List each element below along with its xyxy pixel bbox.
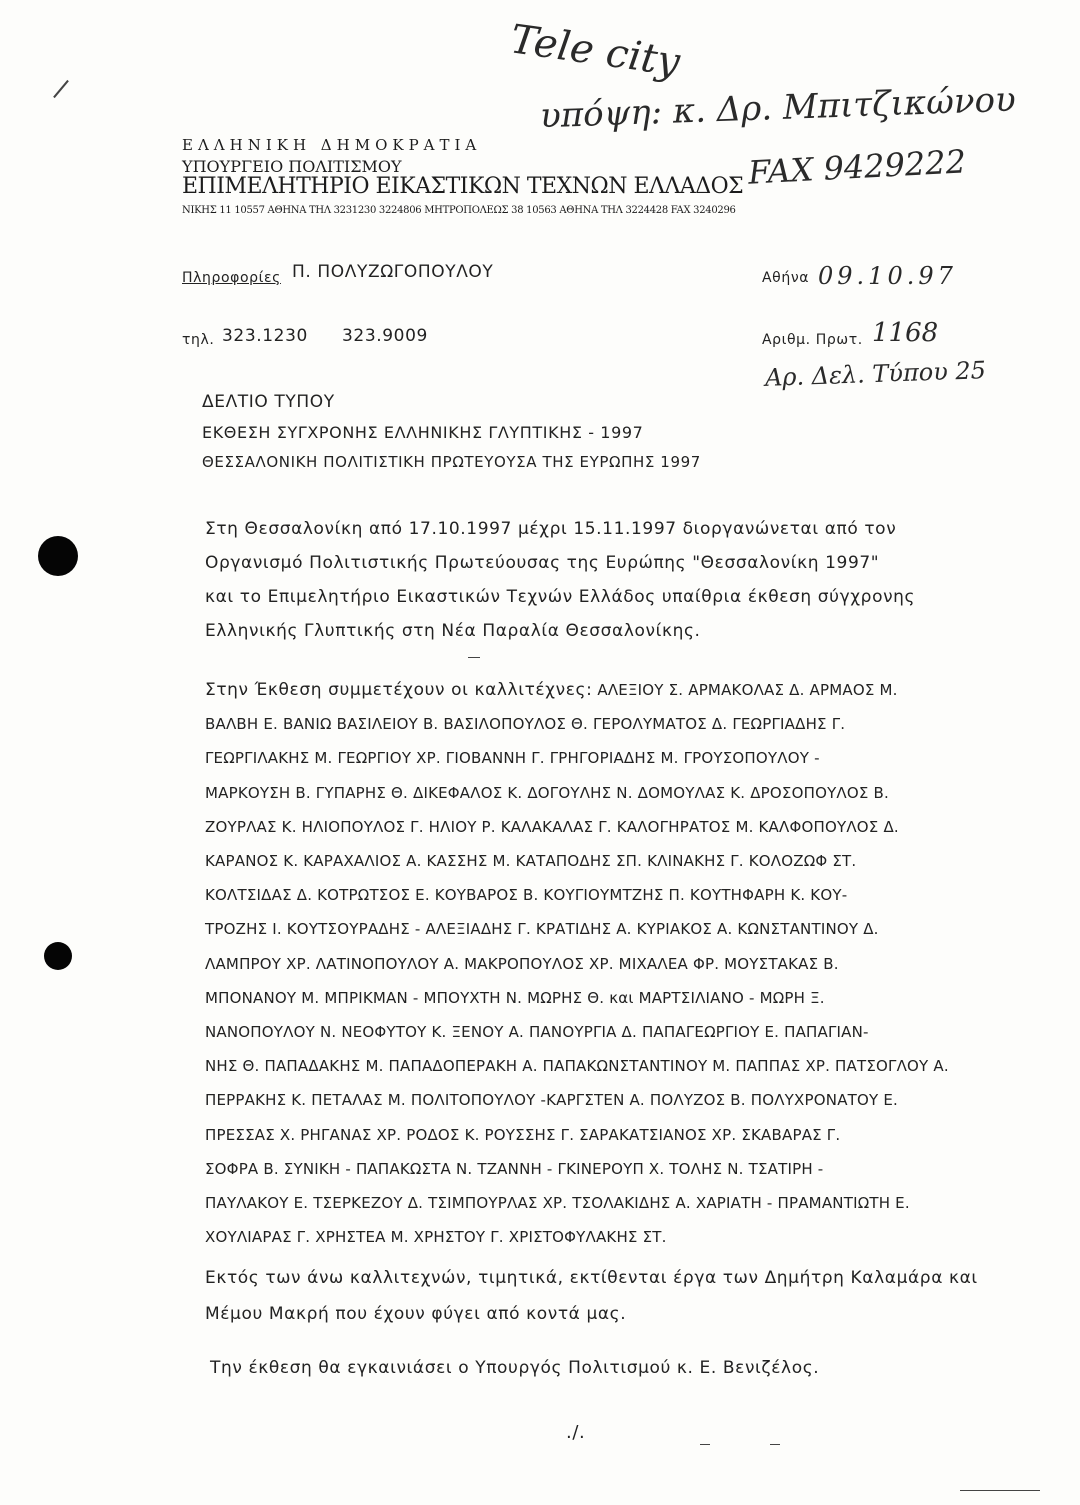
letterhead-ministry: ΥΠΟΥΡΓΕΙΟ ΠΟΛΙΤΙΣΜΟΥ — [182, 157, 402, 176]
punch-hole-bottom — [44, 942, 72, 970]
scan-mark — [700, 1444, 710, 1445]
letterhead-country: ΕΛΛΗΝΙΚΗ ΔΗΜΟΚΡΑΤΙΑ — [182, 136, 482, 154]
scan-mark — [53, 80, 69, 98]
paragraph-line: και το Επιμελητήριο Εικαστικών Τεχνών Ελλάδος υπαίθρια έκθεση σύγχρονης — [205, 587, 916, 607]
artists-line: ΜΠΟΝΑΝΟΥ Μ. ΜΠΡΙΚΜΑΝ - ΜΠΟΥΧΤΗ Ν. ΜΩΡΗΣ Θ. και ΜΑΡΤΣΙΛΙΑΝΟ - ΜΩΡΗ Ξ. — [205, 988, 825, 1007]
protocol-label: Αριθμ. Πρωτ. — [762, 332, 863, 348]
phone-1: 323.1230 — [222, 326, 308, 346]
artists-line: ΧΟΥΛΙΑΡΑΣ Γ. ΧΡΗΣΤΕΑ Μ. ΧΡΗΣΤΟΥ Γ. ΧΡΙΣΤΟΦΥΛΑΚΗΣ ΣΤ. — [205, 1228, 667, 1247]
artists-names: ΑΛΕΞΙΟΥ Σ. ΑΡΜΑΚΟΛΑΣ Δ. ΑΡΜΑΟΣ Μ. — [597, 681, 898, 699]
handwritten-fax: FAX 9429222 — [747, 142, 967, 192]
handwritten-date: 09.10.97 — [818, 262, 957, 290]
title-city: ΘΕΣΣΑΛΟΝΙΚΗ ΠΟΛΙΤΙΣΤΙΚΗ ΠΡΩΤΕΥΟΥΣΑ ΤΗΣ ΕΥΡΩΠΗΣ 1997 — [202, 453, 701, 471]
artists-line: ΠΑΥΛΑΚΟΥ Ε. ΤΣΕΡΚΕΖΟΥ Δ. ΤΣΙΜΠΟΥΡΛΑΣ ΧΡ. ΤΣΟΛΑΚΙΔΗΣ Α. ΧΑΡΙΑΤΗ - ΠΡΑΜΑΝΤΙΩΤΗ Ε. — [205, 1194, 910, 1213]
title-exhibition: ΕΚΘΕΣΗ ΣΥΓΧΡΟΝΗΣ ΕΛΛΗΝΙΚΗΣ ΓΛΥΠΤΙΚΗΣ - 1997 — [202, 423, 644, 442]
paragraph-tribute — [205, 1260, 1035, 1332]
paragraph-line: Στη Θεσσαλονίκη από 17.10.1997 μέχρι 15.11.1997 διοργανώνεται από τον — [205, 519, 897, 539]
phone-label: τηλ. — [182, 332, 215, 348]
handwritten-tele-city: Tele city — [507, 16, 683, 86]
artists-line: ΣΟΦΡΑ Β. ΣΥΝΙΚΗ - ΠΑΠΑΚΩΣΤΑ Ν. ΤΖΑΝΝΗ - ΓΚΙΝΕΡΟΥΠ Χ. ΤΟΛΗΣ Ν. ΤΣΑΤΙΡΗ - — [205, 1159, 824, 1178]
artists-line: ΖΟΥΡΛΑΣ Κ. ΗΛΙΟΠΟΥΛΟΣ Γ. ΗΛΙΟΥ Ρ. ΚΑΛΑΚΑΛΑΣ Γ. ΚΑΛΟΓΗΡΑΤΟΣ Μ. ΚΑΛΦΟΠΟΥΛΟΣ Δ. — [205, 817, 899, 836]
scan-mark — [770, 1444, 780, 1445]
artists-line: ΚΟΛΤΣΙΔΑΣ Δ. ΚΟΤΡΩΤΣΟΣ Ε. ΚΟΥΒΑΡΟΣ Β. ΚΟΥΓΙΟΥΜΤΖΗΣ Π. ΚΟΥΤΗΦΑΡΗ Κ. ΚΟΥ- — [205, 886, 848, 905]
scan-mark — [468, 657, 480, 658]
handwritten-attention: υπόψη: κ. Δρ. Μπιτζικώνου — [539, 79, 1017, 137]
title-press-release: ΔΕΛΤΙΟ ΤΥΠΟΥ — [202, 392, 335, 412]
phone-2: 323.9009 — [342, 326, 428, 346]
scan-mark — [960, 1490, 1040, 1491]
paragraph-line: Μέμου Μακρή που έχουν φύγει από κοντά μας. — [205, 1304, 627, 1324]
paragraph-intro — [205, 512, 1035, 648]
artists-intro: Στην Έκθεση συμμετέχουν οι καλλιτέχνες: — [205, 680, 593, 700]
artists-line: ΒΑΛΒΗ Ε. ΒΑΝΙΩ ΒΑΣΙΛΕΙΟΥ Β. ΒΑΣΙΛΟΠΟΥΛΟΣ Θ. ΓΕΡΟΛΥΜΑΤΟΣ Δ. ΓΕΩΡΓΙΑΔΗΣ Γ. — [205, 715, 846, 734]
paragraph-line: Εκτός των άνω καλλιτεχνών, τιμητικά, εκτίθενται έργα των Δημήτρη Καλαμάρα και — [205, 1268, 978, 1288]
artists-line: ΛΑΜΠΡΟΥ ΧΡ. ΛΑΤΙΝΟΠΟΥΛΟΥ Α. ΜΑΚΡΟΠΟΥΛΟΣ ΧΡ. ΜΙΧΑΛΕΑ ΦΡ. ΜΟΥΣΤΑΚΑΣ Β. — [205, 954, 839, 973]
paragraph-line: Οργανισμό Πολιτιστικής Πρωτεύουσας της Ευρώπης "Θεσσαλονίκη 1997" — [205, 553, 880, 573]
artists-line: ΜΑΡΚΟΥΣΗ Β. ΓΥΠΑΡΗΣ Θ. ΔΙΚΕΦΑΛΟΣ Κ. ΔΟΓΟΥΛΗΣ Ν. ΔΟΜΟΥΛΑΣ Κ. ΔΡΟΣΟΠΟΥΛΟΣ Β. — [205, 783, 890, 802]
handwritten-press-release-number: Αρ. Δελ. Τύπου 25 — [764, 356, 987, 392]
artists-line: ΝΗΣ Θ. ΠΑΠΑΔΑΚΗΣ Μ. ΠΑΠΑΔΟΠΕΡΑΚΗ Α. ΠΑΠΑΚΩΝΣΤΑΝΤΙΝΟΥ Μ. ΠΑΠΠΑΣ ΧΡ. ΠΑΤΣΟΓΛΟΥ Α. — [205, 1057, 949, 1076]
paragraph-opening: Την έκθεση θα εγκαινιάσει ο Υπουργός Πολιτισμού κ. Ε. Βενιζέλος. — [210, 1358, 820, 1378]
handwritten-protocol-number: 1168 — [872, 318, 939, 348]
page-continuation-marker: ./. — [566, 1422, 586, 1443]
info-place-label: Αθήνα — [762, 270, 810, 286]
artists-line — [205, 673, 1035, 707]
artists-line: ΝΑΝΟΠΟΥΛΟΥ Ν. ΝΕΟΦΥΤΟΥ Κ. ΞΕΝΟΥ Α. ΠΑΝΟΥΡΓΙΑ Δ. ΠΑΠΑΓΕΩΡΓΙΟΥ Ε. ΠΑΠΑΓΙΑΝ- — [205, 1023, 869, 1042]
punch-hole-top — [38, 536, 78, 576]
info-label: Πληροφορίες — [182, 270, 281, 286]
letterhead-address: ΝΙΚΗΣ 11 10557 ΑΘΗΝΑ ΤΗΛ 3231230 3224806 ΜΗΤΡΟΠΟΛΕΩΣ 38 10563 ΑΘΗΝΑ ΤΗΛ 3224428 FAX 3240296 — [182, 205, 736, 216]
artists-line: ΠΡΕΣΣΑΣ Χ. ΡΗΓΑΝΑΣ ΧΡ. ΡΟΔΟΣ Κ. ΡΟΥΣΣΗΣ Γ. ΣΑΡΑΚΑΤΣΙΑΝΟΣ ΧΡ. ΣΚΑΒΑΡΑΣ Γ. — [205, 1125, 841, 1144]
artists-line: ΚΑΡΑΝΟΣ Κ. ΚΑΡΑΧΑΛΙΟΣ Α. ΚΑΣΣΗΣ Μ. ΚΑΤΑΠΟΔΗΣ ΣΠ. ΚΛΙΝΑΚΗΣ Γ. ΚΟΛΟΖΩΦ ΣΤ. — [205, 852, 857, 871]
info-contact: Π. ΠΟΛΥΖΩΓΟΠΟΥΛΟΥ — [292, 262, 494, 282]
artists-line: ΤΡΟΖΗΣ Ι. ΚΟΥΤΣΟΥΡΑΔΗΣ - ΑΛΕΞΙΑΔΗΣ Γ. ΚΡΑΤΙΔΗΣ Α. ΚΥΡΙΑΚΟΣ Α. ΚΩΝΣΤΑΝΤΙΝΟΥ Δ. — [205, 920, 879, 939]
paragraph-line: Ελληνικής Γλυπτικής στη Νέα Παραλία Θεσσαλονίκης. — [205, 621, 701, 641]
artists-list — [205, 673, 1035, 1254]
artists-line: ΓΕΩΡΓΙΛΑΚΗΣ Μ. ΓΕΩΡΓΙΟΥ ΧΡ. ΓΙΟΒΑΝΝΗ Γ. ΓΡΗΓΟΡΙΑΔΗΣ Μ. ΓΡΟΥΣΟΠΟΥΛΟΥ - — [205, 749, 820, 768]
artists-line: ΠΕΡΡΑΚΗΣ Κ. ΠΕΤΑΛΑΣ Μ. ΠΟΛΙΤΟΠΟΥΛΟΥ -ΚΑΡΓΣΤΕΝ Α. ΠΟΛΥΖΟΣ Β. ΠΟΛΥΧΡΟΝΑΤΟΥ Ε. — [205, 1091, 899, 1110]
letterhead-chamber: ΕΠΙΜΕΛΗΤΗΡΙΟ ΕΙΚΑΣΤΙΚΩΝ ΤΕΧΝΩΝ ΕΛΛΑΔΟΣ — [182, 174, 744, 199]
